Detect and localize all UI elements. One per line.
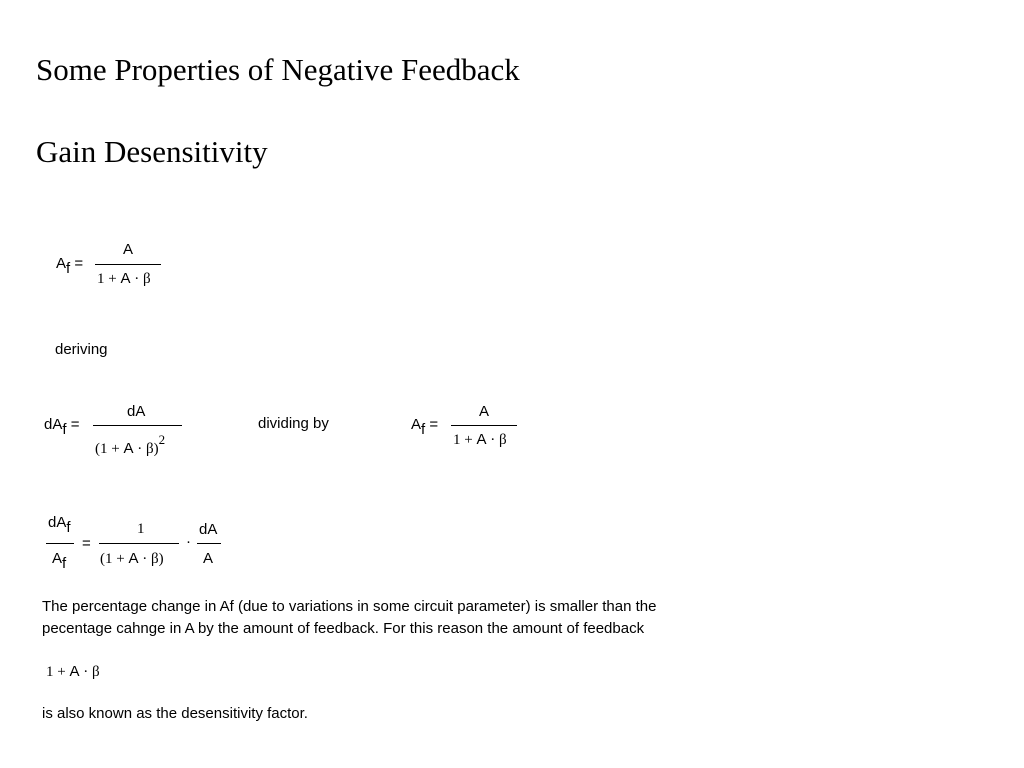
eq4-left-denominator: Af bbox=[52, 550, 67, 572]
explanation-paragraph bbox=[42, 596, 760, 642]
eq1-fraction-bar bbox=[95, 264, 161, 265]
eq1-equals-sign: = bbox=[74, 255, 84, 272]
eq2-equals-sign: = bbox=[70, 416, 80, 433]
eq3-lhs-symbol: A bbox=[411, 416, 422, 433]
eq4-equals-sign: = bbox=[82, 535, 91, 552]
paragraph-line-2: pecentage cahnge in A by the amount of feedback. For this reason the amount of feedback bbox=[42, 620, 645, 637]
eq2-exponent: 2 bbox=[158, 432, 166, 447]
dividing-by-label: dividing by bbox=[258, 415, 329, 432]
eq4-right-fraction-bar bbox=[197, 543, 221, 544]
eq1-lhs-symbol: A bbox=[56, 255, 67, 272]
deriving-label: deriving bbox=[55, 341, 108, 358]
eq3-denominator: 1 + A · β bbox=[453, 431, 507, 448]
eq1-lhs-subscript: f bbox=[66, 260, 71, 277]
eq4-middle-numerator: 1 bbox=[137, 521, 145, 537]
eq1-denominator: 1 + A · β bbox=[97, 270, 151, 287]
eq4-left-fraction-bar bbox=[46, 543, 74, 544]
eq1-numerator: A bbox=[123, 241, 134, 258]
eq2-denominator: (1 + A · β)2 bbox=[95, 432, 166, 457]
paragraph-line-1: The percentage change in Af (due to variations in some circuit parameter) is smaller than the bbox=[42, 598, 657, 615]
closing-statement: is also known as the desensitivity factor. bbox=[42, 705, 308, 722]
eq4-middle-denominator: (1 + A · β) bbox=[100, 550, 164, 567]
eq2-fraction-bar bbox=[93, 425, 182, 426]
eq4-middle-fraction-bar bbox=[99, 543, 179, 544]
eq3-lhs-subscript: f bbox=[421, 421, 426, 438]
page-title: Some Properties of Negative Feedback bbox=[36, 52, 520, 87]
desensitivity-factor-expression: 1 + A · β bbox=[46, 663, 100, 680]
eq4-right-numerator: dA bbox=[199, 521, 218, 538]
eq2-numerator: dA bbox=[127, 403, 146, 420]
eq3-numerator: A bbox=[479, 403, 490, 420]
eq2-lhs-symbol: dA bbox=[44, 416, 63, 433]
eq3-fraction-bar bbox=[451, 425, 517, 426]
eq2-lhs-subscript: f bbox=[62, 421, 67, 438]
eq4-left-numerator: dAf bbox=[48, 514, 71, 536]
section-heading: Gain Desensitivity bbox=[36, 134, 268, 169]
eq4-multiplication-dot: · bbox=[186, 535, 191, 551]
eq4-right-denominator: A bbox=[203, 550, 214, 567]
eq3-equals-sign: = bbox=[429, 416, 439, 433]
